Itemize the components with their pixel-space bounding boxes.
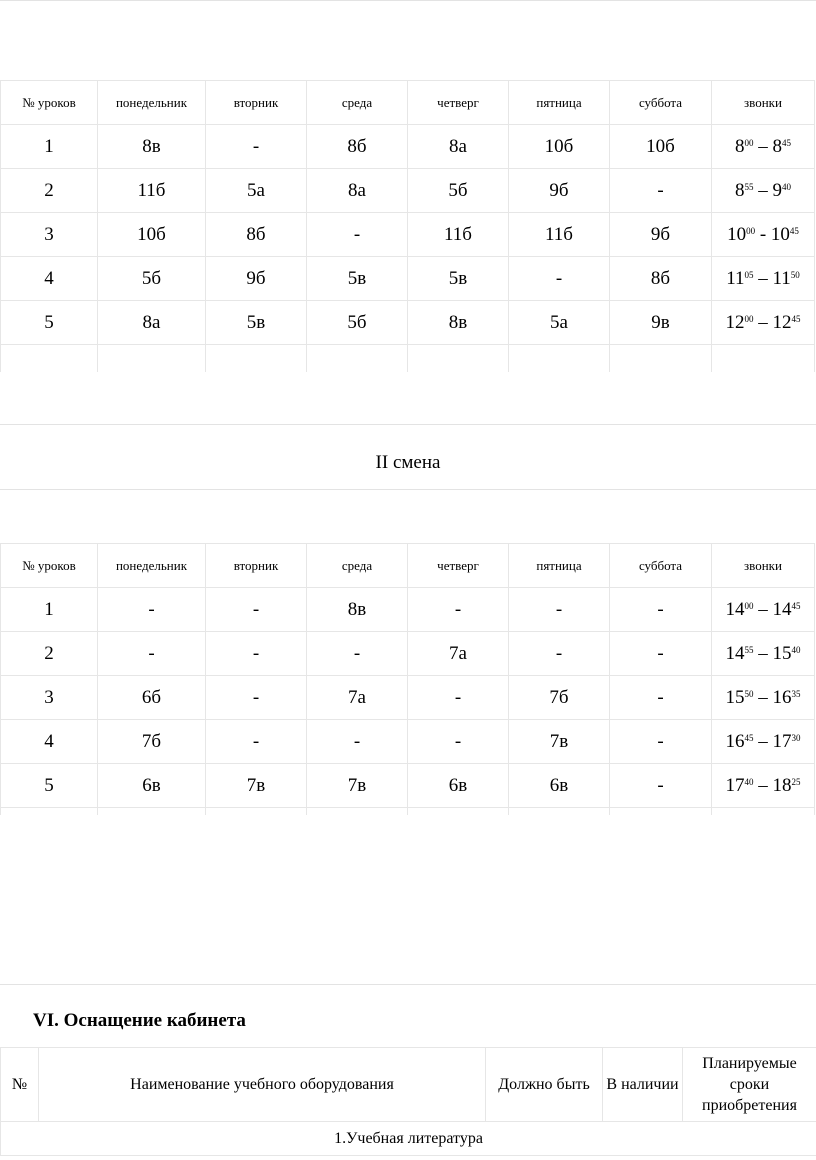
bell-time: $10^{00} - 10^{45}$ [712,213,815,257]
table-header-row [1,1048,816,1122]
section-title: VI. Оснащение кабинета [33,1010,246,1031]
header-cell: среда [307,544,408,588]
lesson-number: 4 [1,720,98,764]
divider [0,424,816,425]
table-row [1,588,815,632]
table-row [1,720,815,764]
header-cell: пятница [509,544,610,588]
table-row [1,764,815,808]
class-cell: 7а [408,632,509,676]
class-cell: 8в [307,588,408,632]
class-cell: 11б [98,169,206,213]
table-row [1,676,815,720]
class-cell: 9б [509,169,610,213]
class-cell: - [206,632,307,676]
class-cell: 7б [509,676,610,720]
class-cell: 7в [509,720,610,764]
class-cell: 5б [307,301,408,345]
bell-time: $8^{55} - 9^{40}$ [712,169,815,213]
equipment-table [0,1047,816,1156]
header-cell: четверг [408,81,509,125]
lesson-number: 5 [1,764,98,808]
class-cell: 8б [307,125,408,169]
table-row [1,301,815,345]
table-row-cut-off [1,808,815,816]
bell-time: $16^{45} - 17^{30}$ [712,720,815,764]
bell-time: $14^{00} - 14^{45}$ [712,588,815,632]
class-cell: 8а [98,301,206,345]
class-cell: - [610,169,712,213]
class-cell: 6в [509,764,610,808]
table-header-row [1,81,815,125]
class-cell: - [206,588,307,632]
class-cell: 6в [98,764,206,808]
class-cell: 9б [610,213,712,257]
class-cell: - [610,720,712,764]
class-cell: 5б [98,257,206,301]
class-cell: - [509,257,610,301]
class-cell: - [509,588,610,632]
class-cell: - [307,632,408,676]
divider [0,489,816,490]
class-cell: - [610,632,712,676]
lesson-number: 4 [1,257,98,301]
class-cell: - [206,720,307,764]
header-cell: вторник [206,544,307,588]
header-cell: В наличии [603,1048,683,1122]
class-cell: 8а [408,125,509,169]
header-cell: Наименование учебного оборудования [39,1048,486,1122]
bell-time: $8^{00} - 8^{45}$ [712,125,815,169]
header-cell: среда [307,81,408,125]
class-cell: - [610,764,712,808]
lesson-number: 1 [1,125,98,169]
table-row [1,125,815,169]
shift2-title: II смена [375,452,441,473]
shift1-schedule [0,80,816,372]
class-cell: 8в [408,301,509,345]
class-cell: 6б [98,676,206,720]
header-cell: суббота [610,81,712,125]
header-cell: Должно быть [486,1048,603,1122]
class-cell: 5а [206,169,307,213]
header-cell: Планируемые сроки приобретения [683,1048,816,1122]
class-cell: 11б [509,213,610,257]
lesson-number: 5 [1,301,98,345]
class-cell: 7а [307,676,408,720]
header-cell: суббота [610,544,712,588]
header-cell: звонки [712,81,815,125]
lesson-number: 3 [1,676,98,720]
class-cell: - [408,676,509,720]
class-cell: - [408,588,509,632]
class-cell: - [98,588,206,632]
class-cell: 5а [509,301,610,345]
class-cell: - [206,676,307,720]
class-cell: 8в [98,125,206,169]
class-cell: 8б [206,213,307,257]
bell-time: $17^{40} - 18^{25}$ [712,764,815,808]
class-cell: - [307,720,408,764]
header-cell: четверг [408,544,509,588]
subsection-heading: 1.Учебная литература [1,1122,816,1156]
lesson-number: 2 [1,632,98,676]
lesson-number: 2 [1,169,98,213]
header-cell: звонки [712,544,815,588]
bell-time: $15^{50} - 16^{35}$ [712,676,815,720]
table-row [1,213,815,257]
class-cell: 6в [408,764,509,808]
class-cell: 8а [307,169,408,213]
bell-time: $12^{00} - 12^{45}$ [712,301,815,345]
table-header-row [1,544,815,588]
header-cell: пятница [509,81,610,125]
class-cell: 7в [206,764,307,808]
class-cell: - [98,632,206,676]
header-cell: вторник [206,81,307,125]
header-cell: понедельник [98,81,206,125]
class-cell: - [509,632,610,676]
table-row [1,169,815,213]
class-cell: 7в [307,764,408,808]
class-cell: - [610,588,712,632]
class-cell: 10б [509,125,610,169]
lesson-number: 1 [1,588,98,632]
class-cell: 7б [98,720,206,764]
class-cell: - [307,213,408,257]
shift2-schedule [0,543,816,815]
class-cell: - [610,676,712,720]
table-row-cut-off [1,345,815,373]
class-cell: - [206,125,307,169]
class-cell: 5в [307,257,408,301]
class-cell: 10б [98,213,206,257]
class-cell: 5в [206,301,307,345]
header-cell: № уроков [1,81,98,125]
shift2-table [0,543,815,815]
class-cell: 5б [408,169,509,213]
table-row [1,257,815,301]
class-cell: 8б [610,257,712,301]
header-cell: № [1,1048,39,1122]
class-cell: 5в [408,257,509,301]
divider [0,984,816,985]
divider [0,0,816,1]
header-cell: понедельник [98,544,206,588]
class-cell: 11б [408,213,509,257]
class-cell: 9б [206,257,307,301]
class-cell: - [408,720,509,764]
class-cell: 9в [610,301,712,345]
bell-time: $14^{55} - 15^{40}$ [712,632,815,676]
table-row [1,1122,816,1156]
header-cell: № уроков [1,544,98,588]
class-cell: 10б [610,125,712,169]
lesson-number: 3 [1,213,98,257]
table-row [1,632,815,676]
bell-time: $11^{05} - 11^{50}$ [712,257,815,301]
shift1-table [0,80,815,372]
